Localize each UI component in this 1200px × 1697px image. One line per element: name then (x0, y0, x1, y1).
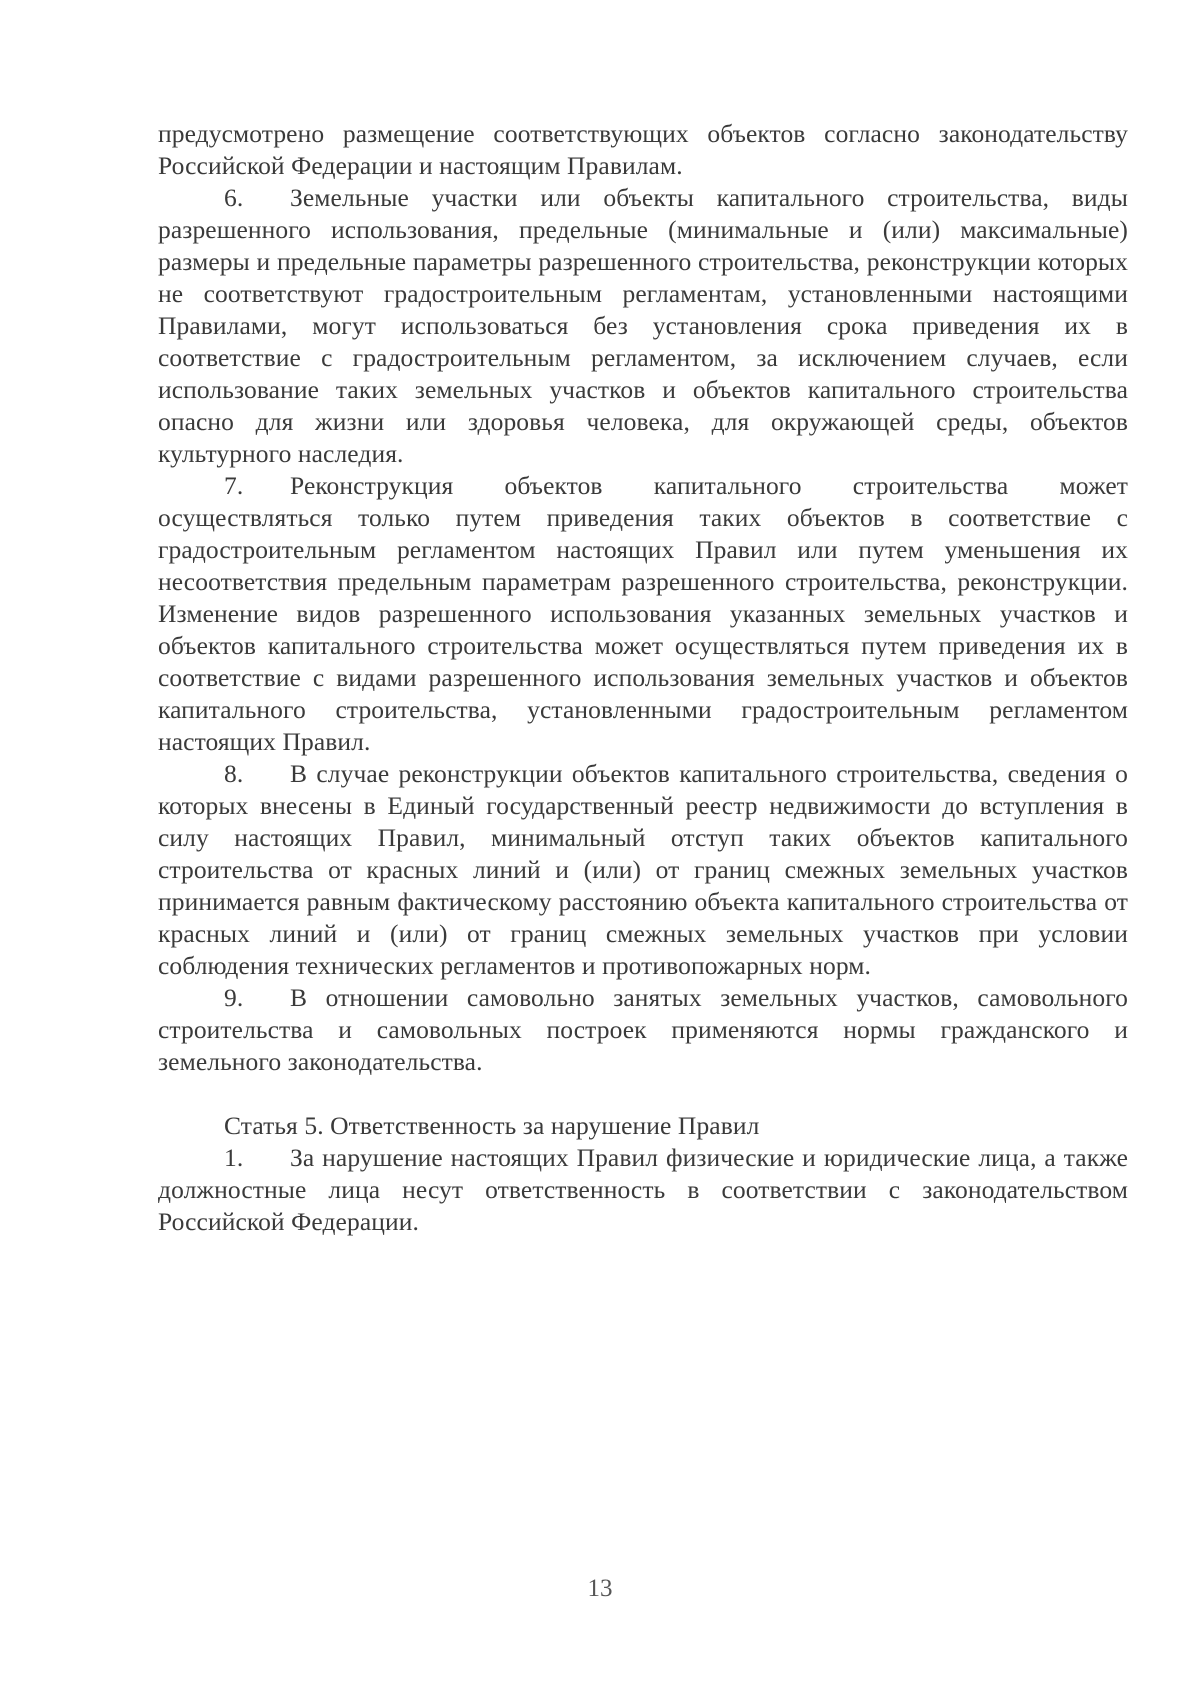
item-number: 1. (224, 1143, 244, 1172)
item-number: 9. (224, 983, 244, 1012)
article-item-1 (158, 1142, 1128, 1238)
item-text: За нарушение настоящих Правил физические и юридические лица, а также должностные лица несут ответственность в соответствии с законодательством Российской Федерации. (158, 1143, 1128, 1236)
item-text: Реконструкция объектов капитального строительства может осуществляться только путем приведения таких объектов в соответствие с градостроительным регламентом настоящих Правил или путем уменьшения их несоответствия предельным параметрам разрешенного строительства, реконструкции. Изменение видов разрешенного использования указанных земельных участков и объектов капитального строительства может осуществляться путем приведения их в соответствие с видами разрешенного использования земельных участков и объектов капитального строительства, установленными градостроительным регламентом настоящих Правил. (158, 471, 1128, 756)
paragraph-item-7 (158, 470, 1128, 758)
item-number: 7. (224, 471, 244, 500)
paragraph-item-9 (158, 982, 1128, 1078)
document-body (158, 118, 1128, 1238)
item-text: В случае реконструкции объектов капитального строительства, сведения о которых внесены в Единый государственный реестр недвижимости до вступления в силу настоящих Правил, минимальный отступ таких объектов капитального строительства от красных линий и (или) от границ смежных земельных участков принимается равным фактическому расстоянию объекта капитального строительства от красных линий и (или) от границ смежных земельных участков при условии соблюдения технических регламентов и противопожарных норм. (158, 759, 1128, 980)
item-number: 6. (224, 183, 244, 212)
article-title: Статья 5. Ответственность за нарушение Правил (224, 1111, 760, 1140)
paragraph-item-6 (158, 182, 1128, 470)
page-number: 13 (587, 1575, 613, 1602)
continuation-paragraph: предусмотрено размещение соответствующих объектов согласно законодательству Российской Федерации и настоящим Правилам. (158, 119, 1128, 180)
item-text: В отношении самовольно занятых земельных участков, самовольного строительства и самовольных построек применяются нормы гражданского и земельного законодательства. (158, 983, 1128, 1076)
paragraph-item-8 (158, 758, 1128, 982)
item-text: Земельные участки или объекты капитального строительства, виды разрешенного использования, предельные (минимальные и (или) максимальные) размеры и предельные параметры разрешенного строительства, реконструкции которых не соответствуют градостроительным регламентам, установленными настоящими Правилами, могут использоваться без установления срока приведения их в соответствие с градостроительным регламентом, за исключением случаев, если использование таких земельных участков и объектов капитального строительства опасно для жизни или здоровья человека, для окружающей среды, объектов культурного наследия. (158, 183, 1128, 468)
item-number: 8. (224, 759, 244, 788)
